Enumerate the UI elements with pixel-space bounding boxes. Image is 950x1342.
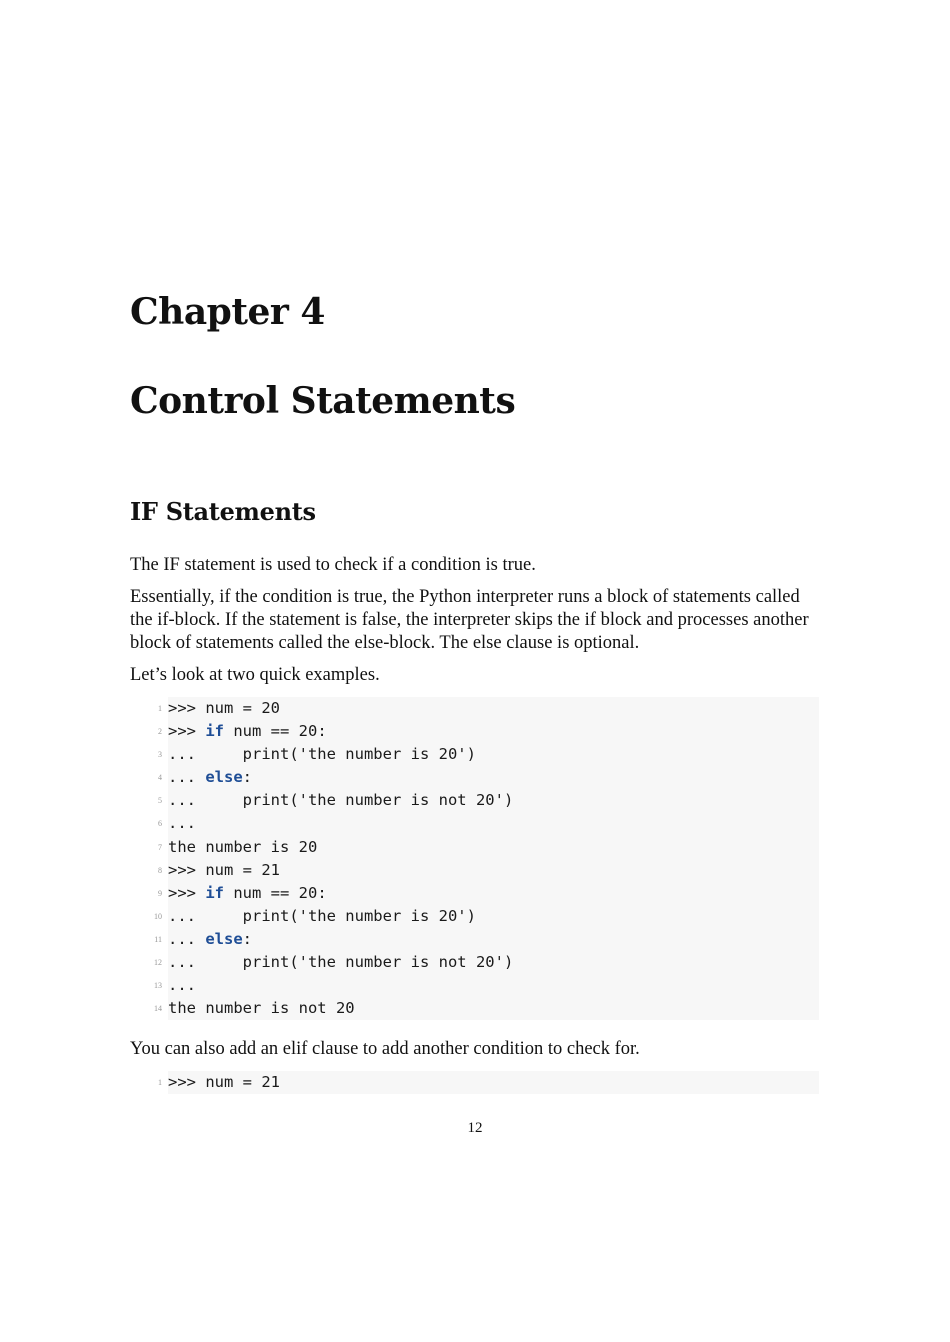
line-number: 7 [158, 842, 162, 852]
paragraph-examples-lead: Let’s look at two quick examples. [130, 665, 380, 685]
code-line [130, 697, 819, 720]
code-block-if-else [130, 697, 819, 1020]
code-line [130, 836, 819, 859]
code-line [130, 974, 819, 997]
code-text: >>> num = 21 [168, 859, 819, 882]
paragraph-elif-lead: You can also add an elif clause to add another condition to check for. [130, 1039, 640, 1059]
line-number: 2 [158, 727, 162, 737]
line-number: 14 [154, 1004, 162, 1014]
line-number: 3 [158, 750, 162, 760]
code-text: ... [168, 812, 819, 835]
code-text: >>> num = 20 [168, 697, 819, 720]
code-line [130, 789, 819, 812]
code-text: ... print('the number is not 20') [168, 951, 819, 974]
code-text: ... else: [168, 766, 819, 789]
code-text: >>> num = 21 [168, 1071, 819, 1094]
code-line [130, 997, 819, 1020]
line-number: 6 [158, 819, 162, 829]
line-number: 12 [154, 958, 162, 968]
section-title: IF Statements [130, 497, 316, 526]
code-line [130, 766, 819, 789]
paragraph-explanation: Essentially, if the condition is true, the Python interpreter runs a block of statements called the if-block. If the statement is false, the interpreter skips the if block and processes another block of statements called the else-block. The else clause is optional. [130, 587, 809, 653]
chapter-title: Control Statements [130, 380, 516, 422]
line-number: 10 [154, 911, 162, 921]
code-text: the number is 20 [168, 836, 819, 859]
code-text: ... print('the number is 20') [168, 743, 819, 766]
line-number: 5 [158, 796, 162, 806]
code-line [130, 1071, 819, 1094]
code-line [130, 951, 819, 974]
code-line [130, 859, 819, 882]
code-line [130, 743, 819, 766]
line-number: 9 [158, 888, 162, 898]
line-number: 4 [158, 773, 162, 783]
line-number: 13 [154, 981, 162, 991]
code-text: >>> if num == 20: [168, 882, 819, 905]
code-line [130, 812, 819, 835]
code-line [130, 928, 819, 951]
code-text: the number is not 20 [168, 997, 819, 1020]
page-number: 12 [467, 1120, 483, 1136]
code-text: >>> if num == 20: [168, 720, 819, 743]
code-line [130, 905, 819, 928]
code-block-elif [130, 1071, 819, 1094]
line-number: 1 [158, 704, 162, 713]
line-number: 1 [158, 1078, 162, 1087]
code-text: ... print('the number is not 20') [168, 789, 819, 812]
chapter-label: Chapter 4 [130, 291, 325, 333]
line-number: 11 [154, 934, 162, 944]
line-number: 8 [158, 865, 162, 875]
code-text: ... print('the number is 20') [168, 905, 819, 928]
code-text: ... else: [168, 928, 819, 951]
code-line [130, 720, 819, 743]
code-line [130, 882, 819, 905]
paragraph-intro: The IF statement is used to check if a condition is true. [130, 555, 536, 575]
code-text: ... [168, 974, 819, 997]
